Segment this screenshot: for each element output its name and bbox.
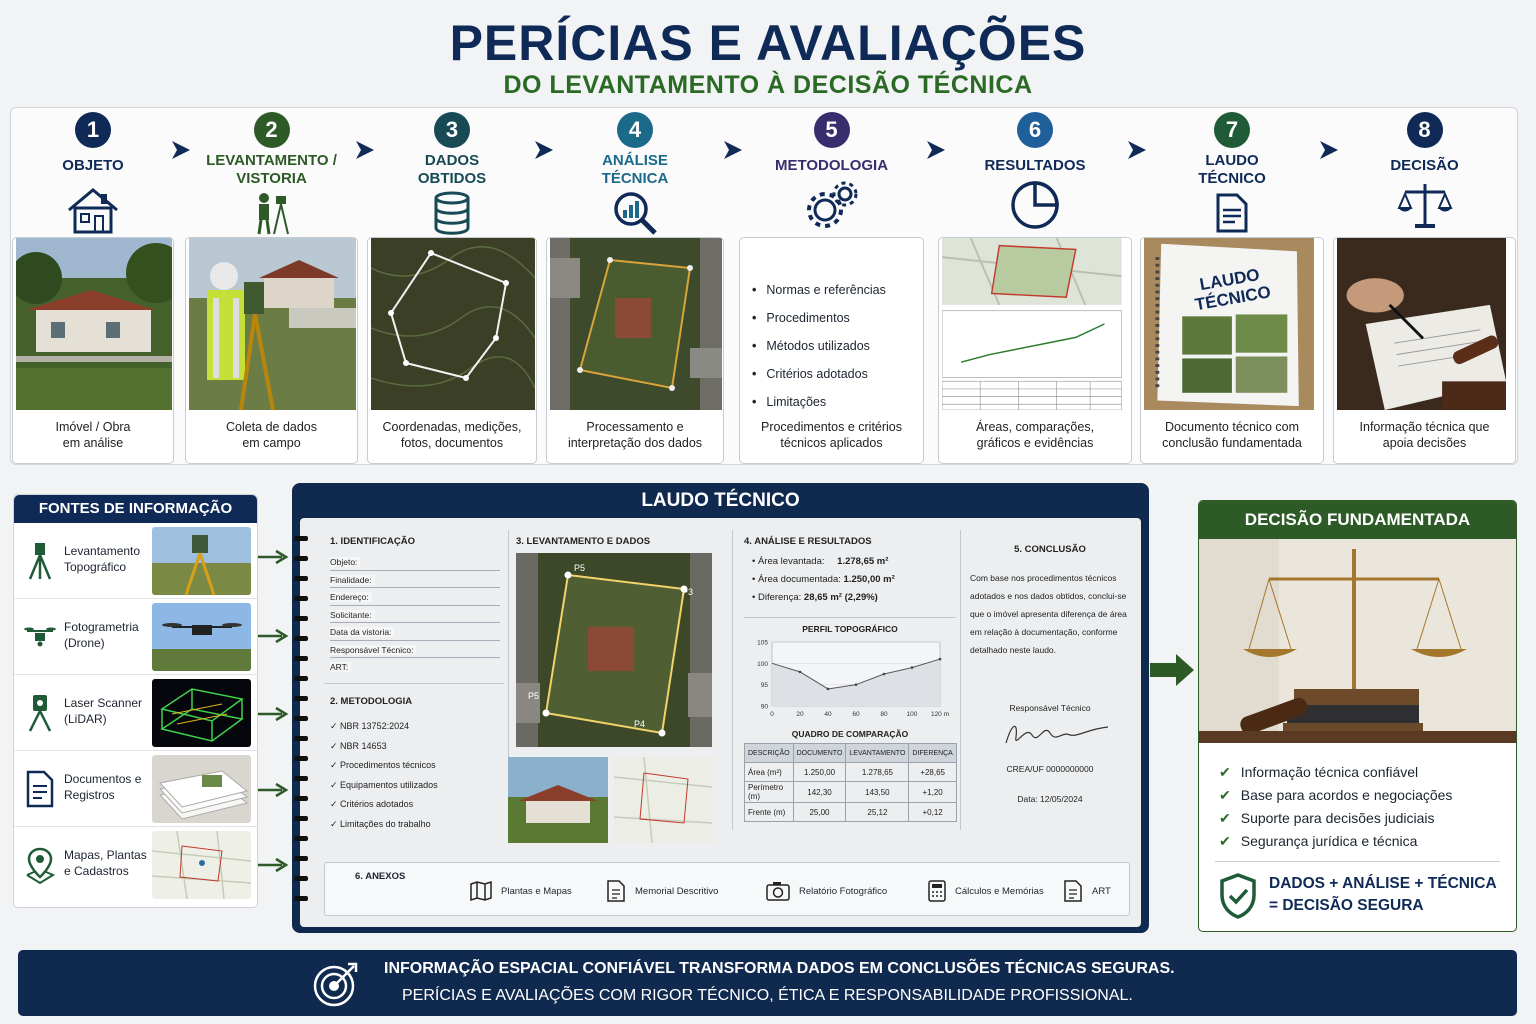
column-header: DIFERENÇA [909, 744, 956, 763]
section-title: 5. CONCLUSÃO [1014, 544, 1086, 555]
house-icon [12, 184, 174, 238]
divider [960, 530, 961, 830]
y-tick-label: 90 [760, 703, 768, 711]
fonte-item [14, 751, 257, 827]
step-name: DADOS OBTIDOS [417, 152, 487, 187]
profile-point [855, 683, 858, 686]
documents-photo [152, 755, 251, 823]
step-levantamento [185, 112, 358, 464]
fonte-item [14, 599, 257, 675]
arrow-right-icon [258, 782, 290, 798]
methodology-item: • Métodos utilizados [752, 332, 886, 360]
thumbnail-row [514, 757, 722, 843]
divider [1215, 861, 1500, 862]
table-cell: 142,30 [793, 782, 846, 803]
binding-coil [294, 856, 308, 861]
identificacao-section [330, 536, 500, 676]
binding-coil [294, 756, 308, 761]
form-field [330, 658, 500, 676]
step-metodologia [739, 112, 924, 464]
binding-coil [294, 736, 308, 741]
binding-coil [294, 896, 308, 901]
result-line: • Área documentada: 1.250,00 m² [752, 574, 895, 585]
justice-scales-photo [1199, 539, 1516, 743]
page-title: PERÍCIAS E AVALIAÇÕES [449, 15, 1087, 71]
calculator-icon [927, 879, 947, 903]
point-label: P3 [682, 587, 694, 597]
result-value: 1.250,00 m² [843, 574, 895, 585]
arrow-right-icon [258, 706, 290, 722]
document-icon [24, 769, 56, 809]
step-name: ANÁLISE TÉCNICA [601, 152, 669, 187]
step-dados [367, 112, 537, 464]
table-cell: 1.250,00 [793, 763, 846, 782]
step-caption: Coordenadas, medições, fotos, documentos [382, 420, 522, 450]
house-thumbnail [508, 757, 608, 843]
step-name: LAUDO TÉCNICO [1198, 152, 1266, 187]
form-field [330, 606, 500, 624]
result-line: • Área levantada: 1.278,65 m² [752, 556, 889, 567]
target-icon [312, 960, 360, 1008]
metodologia-section [330, 696, 500, 834]
field-label: ART: [330, 662, 351, 672]
step-decisao [1333, 112, 1516, 464]
page-subtitle: DO LEVANTAMENTO À DECISÃO TÉCNICA [503, 71, 1033, 99]
drone-icon [24, 617, 56, 657]
levantamento-section [514, 536, 722, 843]
binding-coil [294, 776, 308, 781]
point-label: P5 [528, 691, 540, 701]
binding-coil [294, 576, 308, 581]
x-tick-label: 80 [880, 711, 888, 718]
pie-chart-icon [938, 178, 1132, 232]
section-title: 4. ANÁLISE E RESULTADOS [744, 536, 872, 547]
map-icon [469, 879, 493, 903]
point-label: P5 [574, 563, 586, 573]
step-card [1140, 237, 1324, 464]
divider [324, 683, 504, 684]
decisao-title: DECISÃO FUNDAMENTADA [1199, 501, 1516, 539]
fonte-label: Fotogrametria (Drone) [64, 620, 139, 650]
step-card [546, 237, 724, 464]
fonte-item [14, 827, 257, 903]
binding-coil [294, 816, 308, 821]
drone-photo [152, 603, 251, 671]
anexo-label: Memorial Descritivo [635, 885, 719, 897]
arrow-right-icon [258, 857, 290, 873]
anexo-item [927, 879, 1044, 903]
house-photo [16, 238, 172, 410]
checklist-item: ✓ NBR 14653 [330, 737, 500, 757]
profile-point [799, 671, 802, 674]
table-cell: Perímetro (m) [745, 782, 794, 803]
surveyor-icon [185, 186, 358, 240]
binding-coil [294, 836, 308, 841]
metodologia-list [330, 717, 500, 834]
checklist-item: ✓ Procedimentos técnicos [330, 756, 500, 776]
anexo-label: Cálculos e Memórias [955, 885, 1044, 897]
result-line: • Diferença: 28,65 m² (2,29%) [752, 592, 878, 603]
step-name: DECISÃO [1390, 157, 1459, 174]
total-station-icon [24, 541, 56, 581]
binding-coil [294, 696, 308, 701]
step-objeto [12, 112, 174, 464]
section-title: 6. ANEXOS [355, 871, 406, 882]
methodology-item: • Critérios adotados [752, 360, 886, 388]
x-tick-label: 120 m [930, 711, 950, 718]
arrow-right-icon [258, 628, 290, 644]
step-number: 6 [1017, 112, 1053, 148]
section-title: 2. METODOLOGIA [330, 696, 413, 707]
form-field [330, 588, 500, 606]
field-label: Objeto: [330, 557, 360, 567]
checklist-item: ✓ Critérios adotados [330, 795, 500, 815]
analise-results [752, 553, 956, 607]
topographic-profile-chart [744, 634, 956, 724]
aerial-lot-photo [550, 238, 722, 410]
binding-coil [294, 596, 308, 601]
binding-coil [294, 556, 308, 561]
decisao-item: ✔ Suporte para decisões judiciais [1219, 807, 1452, 830]
big-arrow-right-icon [1150, 652, 1196, 688]
form-field [330, 553, 500, 571]
step-name: RESULTADOS [984, 157, 1086, 174]
methodology-item: • Limitações [752, 388, 886, 416]
decisao-item: ✔ Segurança jurídica e técnica [1219, 830, 1452, 853]
step-card [739, 237, 924, 464]
methodology-item: • Procedimentos [752, 304, 886, 332]
methodology-list [752, 276, 886, 416]
map-thumbnail [614, 757, 712, 843]
profile-point [883, 673, 886, 676]
step-number: 7 [1214, 112, 1250, 148]
step-caption: Imóvel / Obra em análise [55, 420, 131, 450]
point-label: P4 [634, 719, 646, 729]
profile-point [911, 666, 914, 669]
conclusao-section [970, 544, 1130, 804]
table-row [745, 782, 957, 803]
total-station-photo [152, 527, 251, 595]
result-label: Área documentada: [757, 574, 841, 585]
scales-of-justice-icon [1333, 178, 1516, 232]
decisao-panel [1198, 500, 1517, 932]
lidar-pointcloud-photo [152, 679, 251, 747]
report-date: Data: 12/05/2024 [1017, 794, 1083, 804]
profile-point [827, 688, 830, 691]
checklist-item: ✓ Equipamentos utilizados [330, 776, 500, 796]
checklist-item: ✓ NBR 13752:2024 [330, 717, 500, 737]
chart-title: PERFIL TOPOGRÁFICO [802, 624, 898, 634]
quadro-title: QUADRO DE COMPARAÇÃO [791, 729, 909, 739]
checklist-item: ✓ Limitações do trabalho [330, 815, 500, 835]
anexo-label: ART [1092, 885, 1111, 897]
fonte-label: Levantamento Topográfico [64, 544, 141, 574]
report-document-icon [1140, 186, 1324, 240]
table-cell: Frente (m) [745, 803, 794, 822]
table-cell: 25,12 [846, 803, 909, 822]
step-number: 8 [1407, 112, 1443, 148]
result-label: Área levantada: [757, 556, 825, 567]
aerial-map-image [516, 553, 712, 747]
step-number: 3 [434, 112, 470, 148]
responsavel-label: Responsável Técnico [1009, 703, 1091, 713]
section-title: 1. IDENTIFICAÇÃO [330, 536, 415, 547]
binding-coil [294, 796, 308, 801]
result-value: 28,65 m² (2,29%) [803, 592, 878, 603]
analise-section [744, 536, 956, 822]
table-row [745, 763, 957, 782]
step-card [12, 237, 174, 464]
binding-coil [294, 876, 308, 881]
binding-coil [294, 616, 308, 621]
laudo-document [300, 518, 1141, 927]
step-card [938, 237, 1132, 464]
binding-coil [294, 636, 308, 641]
y-tick-label: 100 [757, 660, 768, 668]
step-card [367, 237, 537, 464]
analysis-magnifier-icon [546, 186, 724, 240]
table-header-row [745, 744, 957, 763]
step-laudo [1140, 112, 1324, 464]
decisao-item: ✔ Base para acordos e negociações [1219, 784, 1452, 807]
table-row [745, 803, 957, 822]
divider [744, 617, 956, 618]
judge-signing-photo [1337, 238, 1506, 410]
field-label: Endereço: [330, 592, 372, 602]
laudo-title: LAUDO TÉCNICO [641, 490, 800, 511]
form-field [330, 641, 500, 659]
section-title: 3. LEVANTAMENTO E DADOS [516, 536, 651, 547]
map-pin-icon [24, 845, 56, 885]
divider [732, 530, 733, 830]
arrow-right-icon [258, 549, 290, 565]
x-tick-label: 60 [852, 711, 860, 718]
fonte-item [14, 523, 257, 599]
step-analise [546, 112, 724, 464]
step-number: 5 [814, 112, 850, 148]
document-icon [1062, 879, 1084, 903]
anexo-label: Relatório Fotográfico [799, 885, 888, 897]
binding-coil [294, 676, 308, 681]
step-number: 4 [617, 112, 653, 148]
table-cell: 25,00 [793, 803, 846, 822]
decisao-formula: DADOS + ANÁLISE + TÉCNICA = DECISÃO SEGURA [1269, 875, 1497, 914]
laudo-panel [292, 483, 1149, 933]
signature-image [998, 713, 1118, 753]
x-tick-label: 100 [906, 711, 918, 718]
laser-scanner-icon [24, 693, 56, 733]
y-tick-label: 105 [757, 639, 768, 647]
binding-coil [294, 716, 308, 721]
crea-number: CREA/UF 0000000000 [1006, 764, 1094, 774]
table-cell: +28,65 [909, 763, 956, 782]
anexo-label: Plantas e Mapas [501, 885, 572, 897]
anexo-item [605, 879, 718, 903]
anexos-section [324, 862, 1130, 916]
step-resultados [938, 112, 1132, 464]
form-field [330, 571, 500, 589]
binding-coil [294, 656, 308, 661]
fontes-panel [13, 494, 258, 908]
banner-line-2: PERÍCIAS E AVALIAÇÕES COM RIGOR TÉCNICO, ÉTICA E RESPONSABILIDADE PROFISSIONAL. [402, 987, 1133, 1004]
table-cell: 143,50 [846, 782, 909, 803]
footer-banner [18, 950, 1517, 1016]
fonte-label: Mapas, Plantas e Cadastros [64, 848, 147, 878]
field-label: Solicitante: [330, 610, 375, 620]
maps-photo [152, 831, 251, 899]
column-header: DESCRIÇÃO [745, 744, 794, 763]
fonte-item [14, 675, 257, 751]
decisao-item: ✔ Informação técnica confiável [1219, 761, 1452, 784]
step-caption: Áreas, comparações, gráficos e evidências [975, 420, 1095, 450]
table-cell: 1.278,65 [846, 763, 909, 782]
y-tick-label: 95 [760, 682, 768, 690]
step-card [185, 237, 358, 464]
shield-check-icon [1219, 873, 1257, 919]
surveyor-photo [189, 238, 356, 410]
column-header: DOCUMENTO [793, 744, 846, 763]
comparison-table [744, 743, 957, 822]
fonte-label: Documentos e Registros [64, 772, 142, 802]
survey-map-photo [371, 238, 535, 410]
profile-point [939, 658, 942, 661]
binding-coil [294, 536, 308, 541]
gears-icon [739, 178, 924, 232]
report-book-photo [1144, 238, 1314, 410]
table-cell: +0,12 [909, 803, 956, 822]
x-tick-label: 20 [796, 711, 804, 718]
result-value: 1.278,65 m² [837, 556, 889, 567]
decisao-list [1219, 761, 1452, 853]
form-field [330, 623, 500, 641]
anexo-item [765, 879, 887, 903]
document-icon [605, 879, 627, 903]
step-caption: Coleta de dados em campo [225, 420, 318, 450]
step-caption: Documento técnico com conclusão fundamentada [1162, 420, 1302, 450]
step-caption: Informação técnica que apoia decisões [1359, 420, 1490, 450]
result-label: Diferença: [757, 592, 802, 603]
x-tick-label: 0 [770, 711, 774, 718]
table-cell: +1,20 [909, 782, 956, 803]
conclusion-text: Com base nos procedimentos técnicos adotados e nos dados obtidos, conclui-se que o imóvel apresenta diferença de área em relação à documentação, conforme detalhado neste laudo. [970, 573, 1127, 655]
x-tick-label: 40 [824, 711, 832, 718]
field-label: Responsável Técnico: [330, 645, 416, 655]
step-card [1333, 237, 1516, 464]
fonte-label: Laser Scanner (LiDAR) [64, 696, 143, 726]
step-name: OBJETO [62, 157, 124, 174]
report-cover-title: LAUDO TÉCNICO [1193, 265, 1273, 315]
column-header: LEVANTAMENTO [846, 744, 909, 763]
field-label: Data da vistoria: [330, 627, 394, 637]
step-name: LEVANTAMENTO / VISTORIA [206, 152, 337, 187]
database-icon [367, 186, 537, 240]
step-name: METODOLOGIA [774, 157, 889, 174]
results-thumbnails [942, 238, 1122, 410]
step-caption: Procedimentos e critérios técnicos aplicados [760, 420, 903, 450]
methodology-item: • Normas e referências [752, 276, 886, 304]
table-cell: Área (m²) [745, 763, 794, 782]
anexo-item [1062, 879, 1111, 903]
step-number: 2 [254, 112, 290, 148]
banner-line-1: INFORMAÇÃO ESPACIAL CONFIÁVEL TRANSFORMA DADOS EM CONCLUSÕES TÉCNICAS SEGURAS. [384, 960, 1175, 977]
lot-map-svg [516, 553, 712, 747]
field-label: Finalidade: [330, 575, 375, 585]
step-caption: Processamento e interpretação dos dados [567, 420, 703, 450]
fontes-title: FONTES DE INFORMAÇÃO [14, 495, 257, 523]
step-number: 1 [75, 112, 111, 148]
camera-icon [765, 879, 791, 903]
anexo-item [469, 879, 572, 903]
